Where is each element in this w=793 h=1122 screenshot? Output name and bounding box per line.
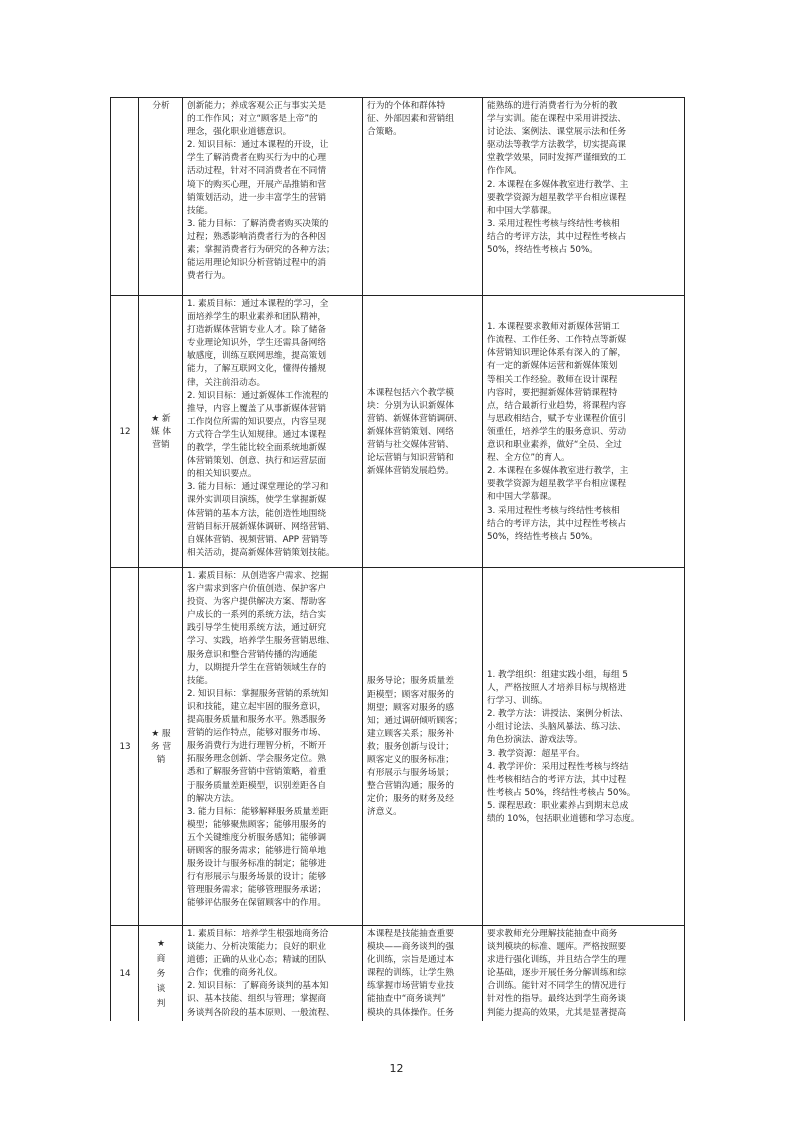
course-name: ★ 新 媒 体 营销 (139, 296, 183, 567)
row-number (111, 98, 139, 295)
course-content: 本课程包括六个教学模 块：分别为认识新媒体 营销、新媒体营销调研、 新媒体营销策划、网络 营销与社交媒体营销、 论坛营销与知识营销和 新媒体营销发展趋势。 (367, 387, 463, 477)
course-content-cell (363, 296, 483, 567)
course-goals: 1. 素质目标：从创造客户需求、挖掘 客户需求到客户价值创造、保护客户 投资、为客户提供解决方案、帮助客 户成长的一系列的系统方法，结合实 践引导学生使用系统方法，通过研究 学习、实践，培养学生服务营销思维、 服务意识和整合营销传播的沟通能 力，以期提升学生在营销领域生存的 技能。 2. 知识目标：掌握服务营销的系统知 识和技能，建立起牢固的服务意识， 提高服务质量和服务水平。熟悉服务 营销的运作特点，能够对服务市场、 服务消费行为进行理智分析，不断开 拓服务理念创新、学会服务定位。熟 悉和了解服务营销中营销策略，着重 于服务质量差距模型，识别差距各自 的解决方法。 3. 能力目标：能够解释服务质量差距 模型；能够聚焦顾客；能够用服务的 五个关键维度分析服务感知；能够调 研顾客的服务需求；能够进行简单地 服务设计与服务标准的制定；能够进 行有形展示与服务场景的设计；能够 管理服务需求；能够管理服务承诺； 能够评估服务在保留顾客中的作用。 (183, 568, 363, 925)
course-name: ★ 服 务 营 销 (139, 568, 183, 925)
table-row (110, 296, 685, 568)
table-row (110, 568, 685, 926)
row-number: 13 (111, 568, 139, 925)
teaching-requirements: 要求教师充分理解技能抽查中商务 谈判模块的标准、题库。严格按照要 求进行强化训练，并且结合学生的理 论基础，逐步开展任务分解训练和综 合训练。能针对不同学生的情况进行 针对性的指导。最终达到学生商务谈 判能力提高的效果，尤其是显著提高 (487, 929, 626, 1018)
teaching-requirements-cell (483, 568, 686, 925)
course-content-cell (363, 98, 483, 295)
row-number: 12 (111, 296, 139, 567)
teaching-requirements: 1. 教学组织：组建实践小组，每组 5 人，严格按照人才培养目标与规格进 行学习、训练。 2. 教学方法：讲授法、案例分析法、 小组讨论法、头脑风暴法、练习法、 角色扮演法、游戏法等。 3. 教学资源：超星平台。 4. 教学评价：采用过程性考核与终结 性考核相结合的考评方法，其中过程 性考核占 50%，终结性考核占 50%。 5. 课程思政：职业素养占到期末总成 绩的 10%，包括职业道德和学习态度。 (487, 669, 640, 824)
teaching-requirements: 1. 本课程要求教师对新媒体营销工 作流程、工作任务、工作特点等新媒 体营销知识理论体系有深入的了解， 有一定的新媒体运营和新媒体策划 等相关工作经验。教师在设计课程 内容时，要把握新媒体营销课程特 点，结合最新行业趋势，将课程内容 与思政相结合，赋予专业课程价值引 领重任，培养学生的服务意识、劳动 意识和职业素养，做好“全员、全过 程、全方位”的育人。 2. 本课程在多媒体教室进行教学，主 要教学资源为超星教学平台相应课程 和中国大学慕课。 3. 采用过程性考核与终结性考核相 结合的考评方法，其中过程性考核占 50%，终结性考核占 50%。 (487, 322, 629, 542)
teaching-requirements-cell (483, 926, 686, 1021)
row-number: 14 (111, 926, 139, 1021)
teaching-requirements-cell (483, 296, 686, 567)
table-row (110, 97, 685, 296)
course-content-cell (363, 568, 483, 925)
table-row (110, 926, 685, 1021)
curriculum-table (110, 97, 685, 1021)
course-content: 服务导论；服务质量差 距模型；顾客对服务的 期望；顾客对服务的感 知；通过调研倾听顾客； 建立顾客关系；服务补 救；服务创新与设计； 顾客定义的服务标准； 有形展示与服务场景； 整合营销沟通；服务的 定价；服务的财务及经 济意义。 (367, 676, 463, 818)
course-goals: 创新能力；养成客观公正与事实关是 的工作作风；对立“顾客是上帝”的 理念，强化职业道德意识。 2. 知识目标：通过本课程的开设，让 学生了解消费者在购买行为中的心理 活动过程，针对不同消费者在不同情 境下的购买心理，开展产品推销和营 销策划活动，进一步丰富学生的营销 技能。 3. 能力目标：了解消费者购买决策的 过程；熟悉影响消费者行为的各种因 素；掌握消费者行为研究的各种方法； 能运用理论知识分析营销过程中的消 费者行为。 (183, 98, 363, 295)
page-number: 12 (389, 1062, 404, 1075)
course-name: ★ 商 务 谈 判 (139, 926, 183, 1021)
course-content: 行为的个体和群体特 征、外部因素和营销组 合策略。 (367, 101, 454, 138)
course-goals: 1. 素质目标：通过本课程的学习，全 面培养学生的职业素养和团队精神， 打造新媒体营销专业人才。除了储备 专业理论知识外，学生还需具备网络 敏感度，训练互联网思维，提高策划 能力，了解互联网文化，懂得传播规 律，关注前沿动态。 2. 知识目标：通过新媒体工作流程的 推导，内容上覆盖了从事新媒体营销 工作岗位所需的知识要点，内容呈现 方式符合学生认知规律。通过本课程 的教学，学生能比较全面系统地新媒 体营销策划、创意、执行和运营层面 的相关知识要点。 3. 能力目标：通过课堂理论的学习和 课外实训项目演练，使学生掌握新媒 体营销的基本方法，能创造性地围绕 营销目标开展新媒体调研、网络营销、 自媒体营销、视频营销、APP 营销等 相关活动，提高新媒体营销策划技能。 (183, 296, 363, 567)
teaching-requirements-cell (483, 98, 686, 295)
course-content-cell (363, 926, 483, 1021)
course-name: 分析 (139, 98, 183, 295)
course-content: 本课程是技能抽查重要 模块——商务谈判的强 化训练，宗旨是通过本 课程的训练，让学生熟 练掌握市场营销专业技 能抽查中“商务谈判” 模块的具体操作。任务 (367, 929, 454, 1018)
course-goals: 1. 素质目标：培养学生根强地商务洽 谈能力、分析决策能力；良好的职业 道德；正确的从业心态；精诚的团队 合作；优雅的商务礼仪。 2. 知识目标：了解商务谈判的基本知 识、基本技能、组织与管理；掌握商 务谈判各阶段的基本原则、一般流程、 (183, 926, 363, 1021)
teaching-requirements: 能熟练的进行消费者行为分析的教 学与实训。能在课程中采用讲授法、 讨论法、案例法、课堂展示法和任务 驱动法等教学方法教学，切实提高课 堂教学效果，同时发挥严谨细致的工 作作风。 2. 本课程在多媒体教室进行教学、主 要教学资源为超星教学平台相应课程 和中国大学慕课。 3. 采用过程性考核与终结性考核相 结合的考评方法，其中过程性考核占 50%，终结性考核占 50%。 (487, 101, 629, 256)
